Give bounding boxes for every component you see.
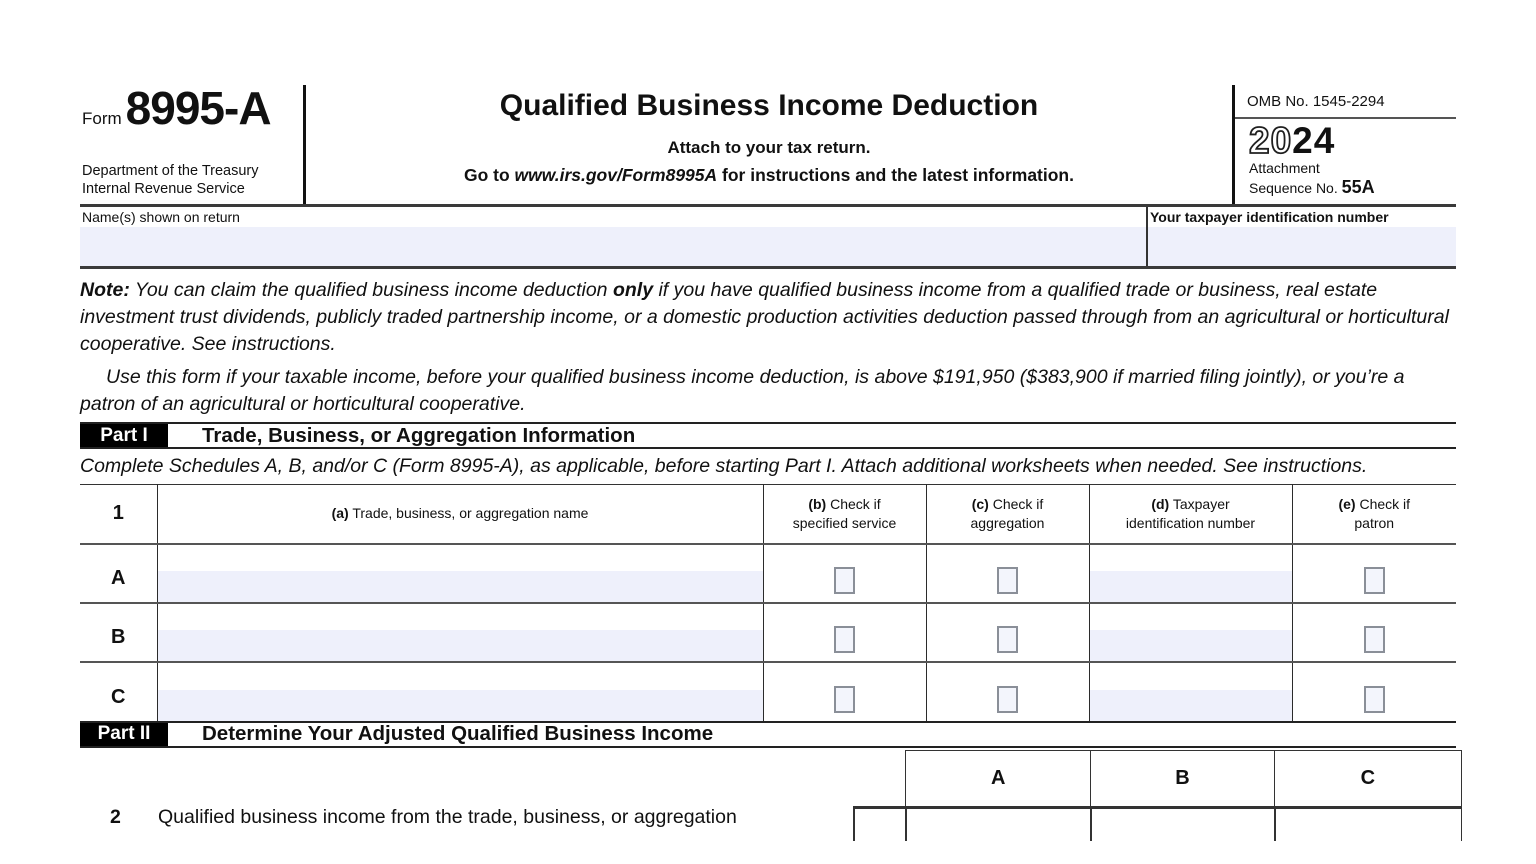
col-d-prefix: (d) bbox=[1151, 495, 1170, 512]
part2-gridline bbox=[1461, 809, 1463, 841]
omb-block bbox=[1232, 85, 1456, 204]
col-e-label: Check if bbox=[1359, 495, 1411, 512]
tax-year-solid: 24 bbox=[1292, 120, 1336, 161]
name-cell bbox=[80, 207, 1148, 266]
sequence-label: Sequence No. bbox=[1249, 179, 1342, 196]
row-b-specified-service-cell bbox=[763, 603, 926, 662]
col-b-prefix: (b) bbox=[808, 495, 827, 512]
col-e-prefix: (e) bbox=[1338, 495, 1356, 512]
col-e-header bbox=[1292, 485, 1456, 544]
goto-prefix: Go to bbox=[464, 165, 515, 185]
part2-gridline bbox=[1274, 809, 1276, 841]
row-c-aggregation-cell bbox=[926, 662, 1089, 721]
row-a-specified-service-cell bbox=[763, 544, 926, 603]
part1-badge: Part I bbox=[80, 424, 168, 447]
note-paragraph bbox=[80, 277, 1456, 358]
col-c-label: Check if bbox=[992, 495, 1044, 512]
part1-table bbox=[80, 484, 1456, 721]
row-b-letter: B bbox=[80, 603, 157, 662]
note-pre: You can claim the qualified business income deduction bbox=[129, 279, 613, 301]
agency-block bbox=[82, 162, 297, 198]
part2-column-b-header: B bbox=[1090, 751, 1273, 806]
row-a-aggregation-cell bbox=[926, 544, 1089, 603]
agency-line-2: Internal Revenue Service bbox=[82, 180, 245, 197]
row-b-aggregation-checkbox[interactable] bbox=[997, 626, 1018, 653]
line2-row bbox=[110, 806, 737, 829]
row-c-specified-service-checkbox[interactable] bbox=[834, 686, 855, 713]
row-c-name-cell bbox=[157, 662, 763, 721]
table-row-b bbox=[80, 603, 1456, 662]
part2-title: Determine Your Adjusted Qualified Business Income bbox=[202, 722, 714, 745]
row-a-patron-cell bbox=[1292, 544, 1456, 603]
attachment-label: Attachment bbox=[1249, 160, 1320, 176]
row-b-patron-cell bbox=[1292, 603, 1456, 662]
tin-label: Your taxpayer identification number bbox=[1150, 209, 1389, 225]
col-a-prefix: (a) bbox=[331, 505, 349, 522]
form-word-label: Form bbox=[82, 109, 122, 128]
part2-column-c-header: C bbox=[1274, 751, 1461, 806]
row-c-aggregation-checkbox[interactable] bbox=[997, 686, 1018, 713]
row-b-name-cell bbox=[157, 603, 763, 662]
row-b-name-input[interactable] bbox=[158, 630, 763, 661]
line2-number: 2 bbox=[110, 805, 121, 828]
col-a-header bbox=[157, 485, 763, 544]
note-label: Note: bbox=[80, 279, 130, 301]
part2-gridline bbox=[853, 809, 855, 841]
part2-header-bar bbox=[80, 721, 1456, 748]
note-post: if you have qualified business income from a qualified trade or business, real estate investment trust dividends, publicly traded partnership income, or a domestic production activities deduction passed through from an agricultural or horticultural cooperative. See instructions. bbox=[80, 279, 1449, 355]
col-e-label2: patron bbox=[1354, 514, 1395, 531]
form-number: 8995-A bbox=[125, 82, 271, 134]
attachment-sequence bbox=[1235, 160, 1456, 198]
form-page bbox=[80, 0, 1456, 838]
row-a-tin-cell bbox=[1089, 544, 1292, 603]
name-input[interactable] bbox=[80, 227, 1146, 266]
col-c-label2: aggregation bbox=[970, 514, 1045, 531]
part2-gridline bbox=[1090, 809, 1092, 841]
part2-column-headers bbox=[905, 750, 1462, 806]
identity-row bbox=[80, 207, 1456, 269]
part1-header-bar bbox=[80, 422, 1456, 449]
row-c-letter: C bbox=[80, 662, 157, 721]
col-d-header bbox=[1089, 485, 1292, 544]
form-header bbox=[80, 82, 1456, 207]
row-c-name-input[interactable] bbox=[158, 690, 763, 721]
title-block bbox=[306, 85, 1232, 204]
line1-number: 1 bbox=[80, 485, 157, 544]
row-a-name-input[interactable] bbox=[158, 571, 763, 602]
row-b-specified-service-checkbox[interactable] bbox=[834, 626, 855, 653]
col-a-label: Trade, business, or aggregation name bbox=[352, 505, 589, 522]
sequence-value: 55A bbox=[1341, 176, 1375, 197]
form-title: Qualified Business Income Deduction bbox=[499, 89, 1039, 122]
col-d-label: Taxpayer bbox=[1172, 495, 1230, 512]
row-b-tin-cell bbox=[1089, 603, 1292, 662]
row-c-patron-cell bbox=[1292, 662, 1456, 721]
name-label: Name(s) shown on return bbox=[82, 209, 240, 225]
part2-column-a-header: A bbox=[990, 766, 1006, 789]
irs-url-link[interactable]: www.irs.gov/Form8995A bbox=[514, 165, 718, 185]
sequence-line bbox=[1249, 177, 1456, 199]
row-c-patron-checkbox[interactable] bbox=[1364, 686, 1385, 713]
tin-input[interactable] bbox=[1148, 227, 1456, 266]
col-d-label2: identification number bbox=[1125, 514, 1256, 531]
row-c-tin-cell bbox=[1089, 662, 1292, 721]
part1-title: Trade, Business, or Aggregation Information bbox=[202, 423, 636, 447]
line2-text: Qualified business income from the trade, business, or aggregation bbox=[158, 805, 737, 828]
row-a-patron-checkbox[interactable] bbox=[1364, 567, 1385, 594]
part2-grid bbox=[80, 748, 1456, 838]
row-b-aggregation-cell bbox=[926, 603, 1089, 662]
form-number-line bbox=[82, 82, 297, 134]
tin-cell bbox=[1148, 207, 1456, 266]
col-b-label2: specified service bbox=[792, 514, 897, 531]
row-a-aggregation-checkbox[interactable] bbox=[997, 567, 1018, 594]
col-b-label: Check if bbox=[830, 495, 881, 512]
attach-instruction: Attach to your tax return. bbox=[667, 138, 871, 157]
part2-gridline bbox=[905, 809, 907, 841]
tax-year-outline: 20 bbox=[1249, 120, 1293, 161]
col-c-header bbox=[926, 485, 1089, 544]
row-b-patron-checkbox[interactable] bbox=[1364, 626, 1385, 653]
col-c-prefix: (c) bbox=[971, 495, 989, 512]
part2-badge: Part II bbox=[80, 723, 168, 746]
part1-table-header-row bbox=[80, 485, 1456, 544]
table-row-a bbox=[80, 544, 1456, 603]
row-c-specified-service-cell bbox=[763, 662, 926, 721]
row-a-name-cell bbox=[157, 544, 763, 603]
form-id-block bbox=[80, 82, 306, 204]
row-a-letter: A bbox=[80, 544, 157, 603]
row-b-tin-input[interactable] bbox=[1090, 630, 1292, 661]
row-a-specified-service-checkbox[interactable] bbox=[834, 567, 855, 594]
table-row-c bbox=[80, 662, 1456, 721]
tax-year bbox=[1235, 122, 1456, 159]
goto-suffix: for instructions and the latest information. bbox=[717, 165, 1074, 185]
goto-instruction bbox=[306, 165, 1232, 186]
part2-heavy-divider bbox=[853, 806, 1462, 809]
note-bold-word: only bbox=[612, 279, 654, 301]
part1-instructions: Complete Schedules A, B, and/or C (Form 8995-A), as applicable, before starting Part I. Attach additional worksheets when needed. See instructions. bbox=[80, 455, 1368, 477]
agency-line-1: Department of the Treasury bbox=[82, 162, 259, 179]
row-c-tin-input[interactable] bbox=[1090, 690, 1292, 721]
omb-number: OMB No. 1545-2294 bbox=[1235, 85, 1456, 119]
col-b-header bbox=[763, 485, 926, 544]
row-a-tin-input[interactable] bbox=[1090, 571, 1292, 602]
use-form-paragraph: Use this form if your taxable income, before your qualified business income deduction, is above $191,950 ($383,900 if married filing jointly), or you’re a patron of an agricultural or horticultural cooperative. bbox=[80, 366, 1405, 415]
